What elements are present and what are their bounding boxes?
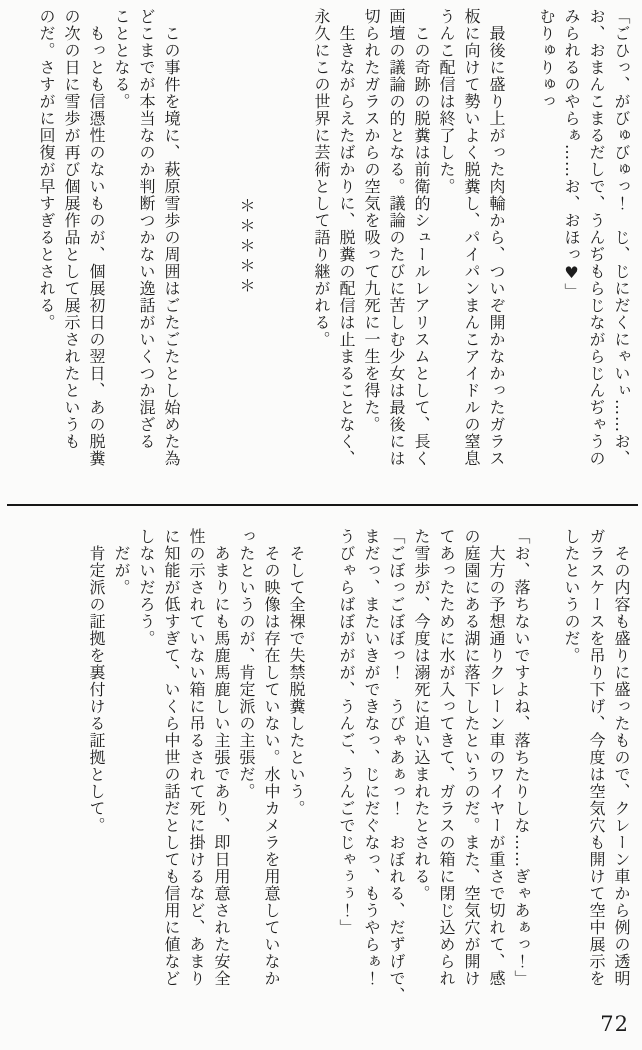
text-line: 大方の予想通りクレーン車のワイヤーが重さで切れて、感	[487, 528, 506, 987]
text-line: ＊＊＊＊＊	[237, 197, 256, 297]
blank-line	[184, 8, 209, 486]
text-line: この事件を境に、萩原雪歩の周囲はごたごたとし始めた為	[162, 8, 181, 467]
blank-line	[284, 8, 309, 486]
text-line: ガラスケースを吊り下げ、今度は空気穴も開けて空中展示を	[587, 528, 606, 987]
text-line: ったというのが、肯定派の主張だ。	[237, 528, 256, 800]
text-line: したというのだ。	[562, 528, 581, 664]
blank-line	[209, 8, 234, 486]
text-line: この奇跡の脱糞は前衛的シュールレアリスムとして、長く	[412, 8, 431, 467]
bottom-text-block	[84, 528, 634, 1004]
text-line: のだ。さすがに回復が早すぎるとされる。	[37, 8, 56, 331]
text-line: てあったために水が入ってきて、ガラスの箱に閉じ込められ	[437, 528, 456, 987]
text-line: その映像は存在していない。水中カメラを用意していなか	[262, 528, 281, 987]
text-line: 最後に盛り上がった肉輪から、ついぞ開かなかったガラス	[487, 8, 506, 467]
text-line: そして全裸で失禁脱糞したという。	[287, 528, 306, 817]
section-divider	[7, 504, 638, 506]
blank-line	[309, 528, 334, 1000]
text-line: むりゅりゅっ	[537, 8, 556, 110]
text-line: もっとも信憑性のないものが、個展初日の翌日、あの脱糞	[87, 8, 106, 467]
text-line: 板に向けて勢いよく脱糞し、パイパンまんこアイドルの窒息	[462, 8, 481, 467]
text-line: みられるのやらぁ……お、おほっ♥」	[562, 8, 581, 300]
blank-line	[534, 528, 559, 1000]
text-line: うんこ配信は終了した。	[437, 8, 456, 195]
text-line: だが。	[112, 528, 131, 596]
text-line: 生きながらえたばかりに、脱糞の配信は止まることなく、	[337, 8, 356, 467]
blank-line	[509, 8, 534, 486]
text-line: どこまでが本当なのか判断つかない逸話がいくつか混ざる	[137, 8, 156, 450]
text-line: その内容も盛りに盛ったもので、クレーン車から例の透明	[612, 528, 631, 987]
text-line: 永久にこの世界に芸術として語り継がれる。	[312, 8, 331, 348]
text-line: 性の示されていない箱に吊るされて死に掛けるなど、あまり	[187, 528, 206, 987]
text-line: お、おまんこまるだしで、うんぢもらじながらじんぢゃうの	[587, 8, 606, 467]
text-line: 「ごひっ、がびゅびゅっ！ じ、じにだくにゃいぃ……お、	[612, 8, 631, 467]
text-line: 肯定派の証拠を裏付ける証拠として。	[87, 528, 106, 834]
top-text-block	[34, 8, 634, 486]
text-line: 「ごぼっごぼぼっ！ うびゃあぁっ！ おぼれる、だずげで、	[387, 528, 406, 1004]
text-line: の次の日に雪歩が再び個展作品として展示されたというも	[62, 8, 81, 450]
text-line: 切られたガラスからの空気を吸って九死に一生を得た。	[362, 8, 381, 433]
text-line: た雪歩が、今度は溺死に追い込まれたとされる。	[412, 528, 431, 902]
text-line: こととなる。	[112, 8, 131, 110]
text-line: の庭園にある湖に落下したというのだ。また、空気穴が開け	[462, 528, 481, 987]
text-line: あまりにも馬鹿馬鹿しい主張であり、即日用意された安全	[212, 528, 231, 987]
blank-line	[259, 8, 284, 486]
text-line: 「お、落ちないですよね、落ちたりしな……ぎゃあぁっ！」	[512, 528, 531, 987]
text-line: うびゃらばぼががが、うんご、うんごでじゃぅぅ！」	[337, 528, 356, 936]
page-number: 72	[600, 1012, 629, 1036]
text-line: に知能が低すぎて、いくら中世の話だとしても信用に値など	[162, 528, 181, 987]
text-line: まだっ、またいきができなっ、じにだぐなっ、もうやらぁ！	[362, 528, 381, 987]
text-line: 画壇の議論の的となる。議論のたびに苦しむ少女は最後には	[387, 8, 406, 467]
text-line: しないだろう。	[137, 528, 156, 647]
